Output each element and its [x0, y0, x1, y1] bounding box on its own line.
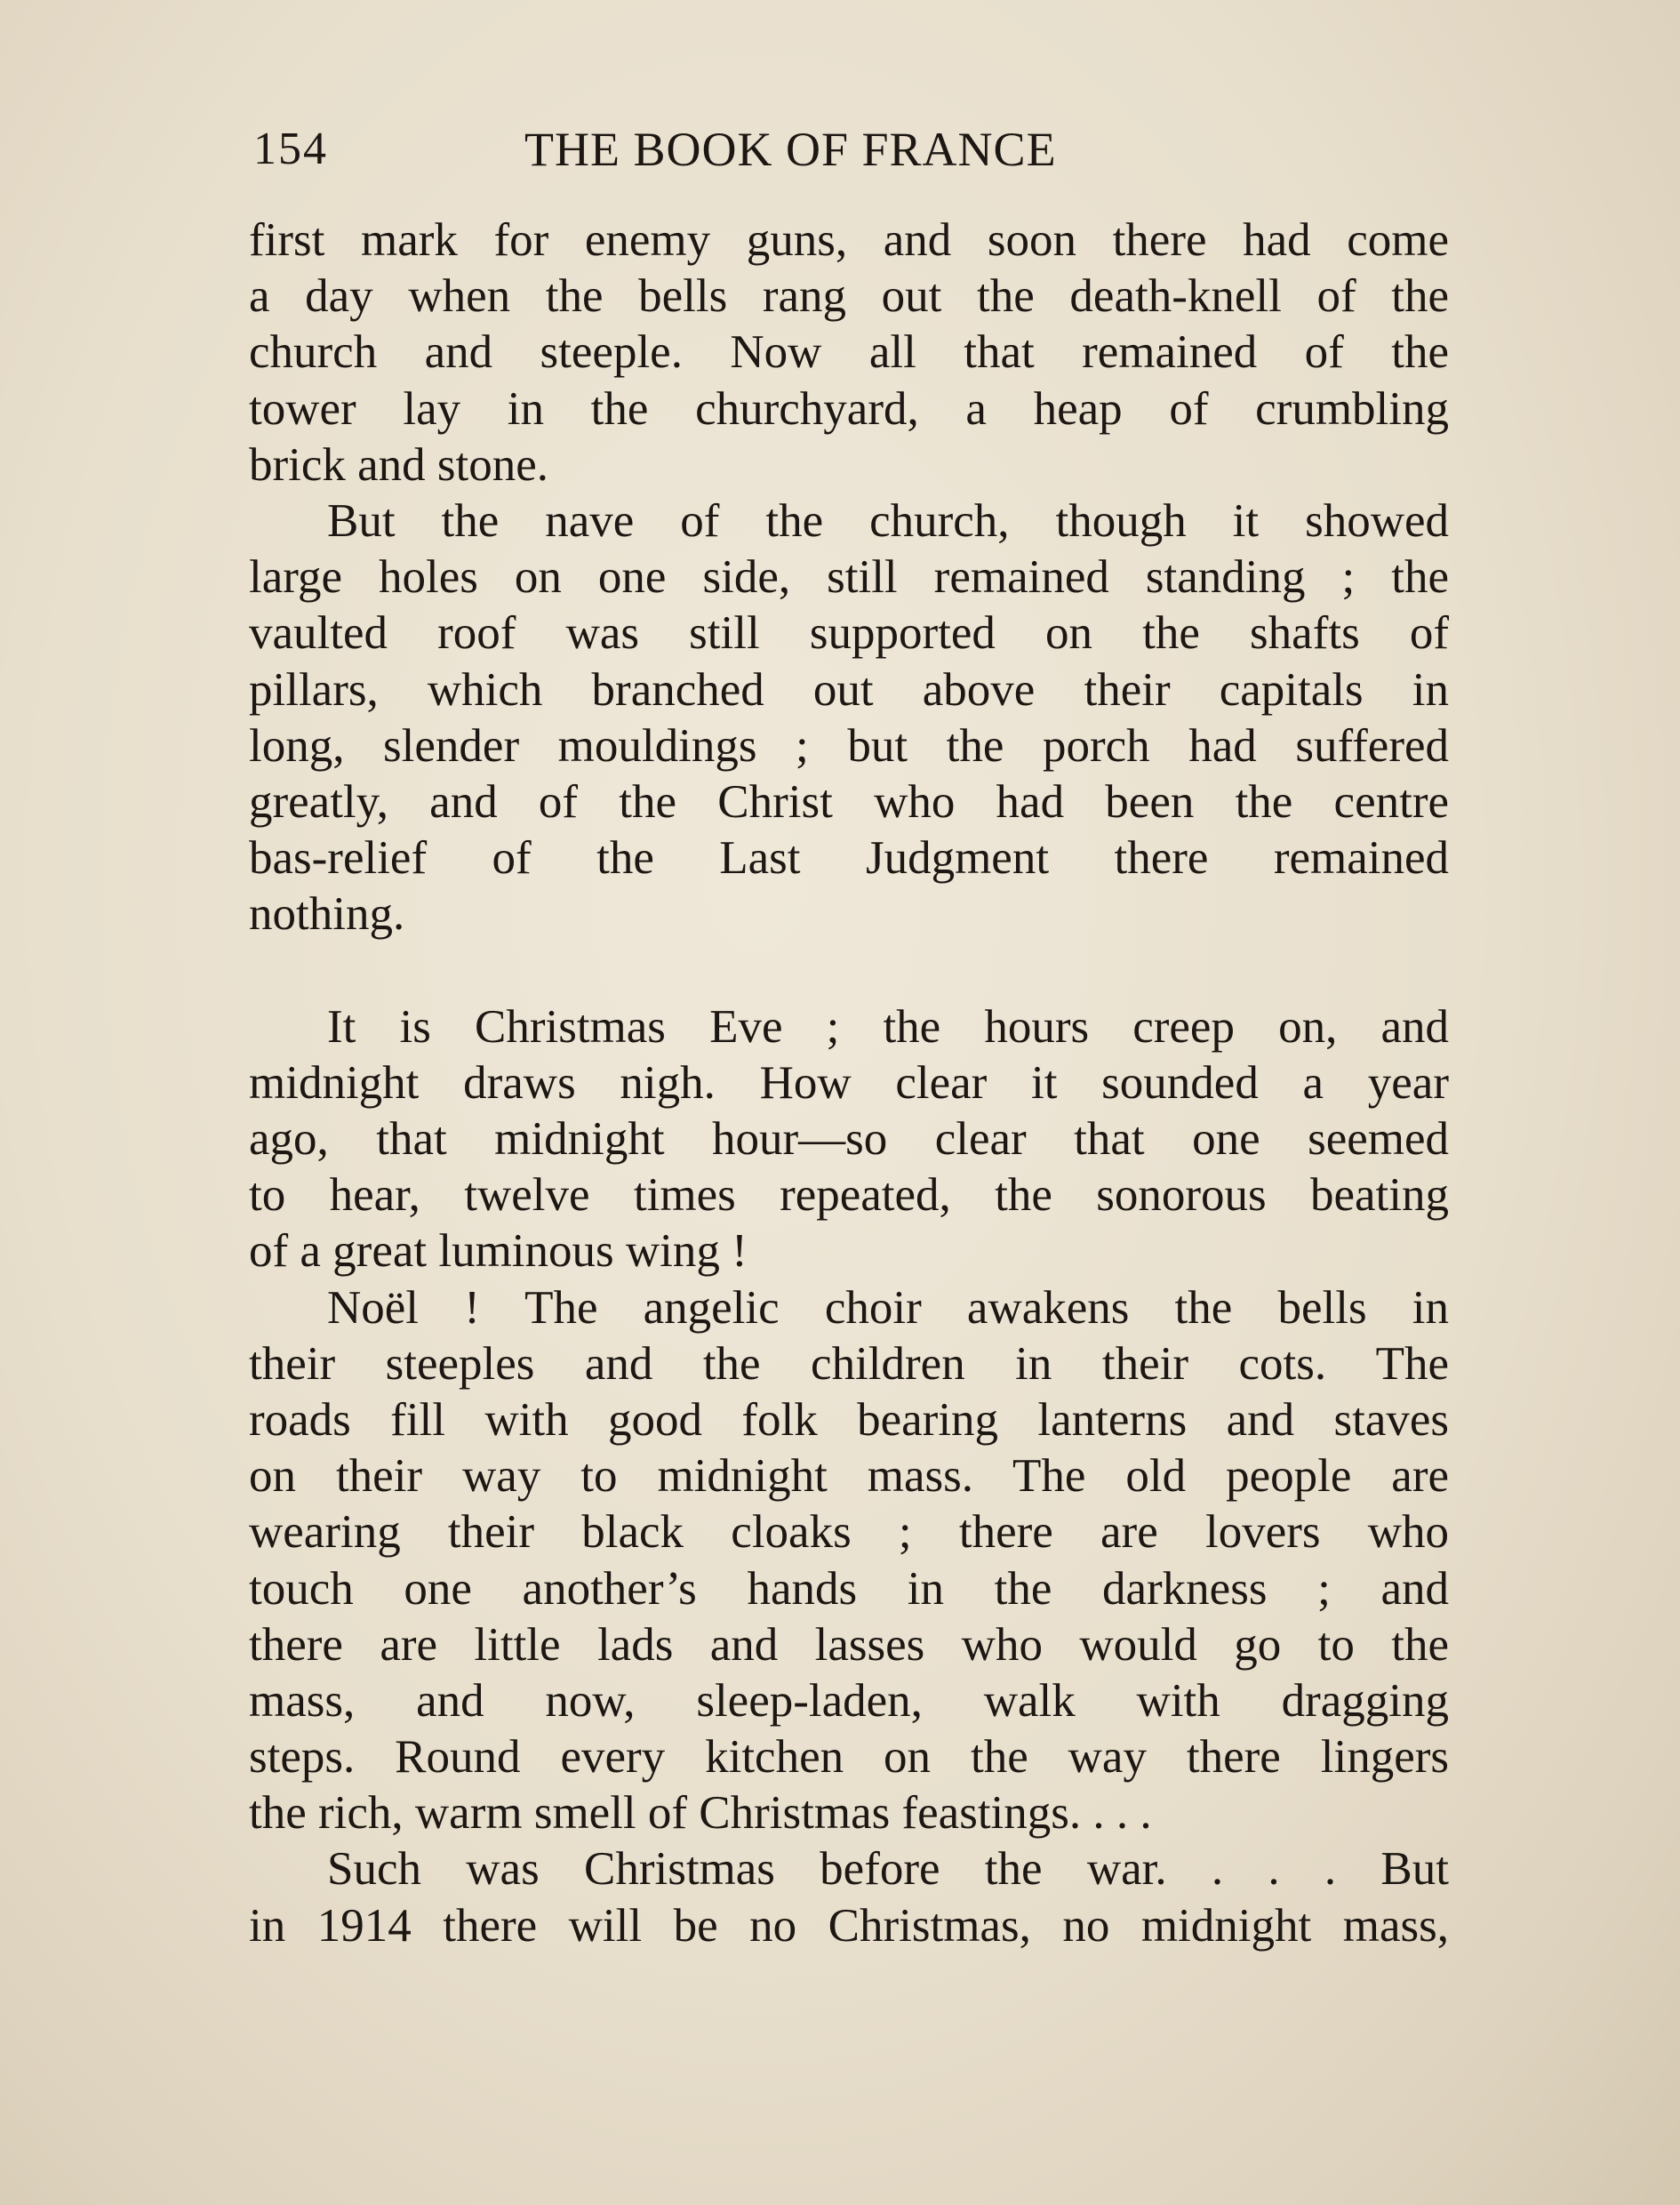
text-line: a day when the bells rang out the death-knell of the [249, 270, 1449, 323]
text-line: of a great luminous wing ! [249, 1225, 748, 1278]
body-text [249, 212, 1449, 1954]
paragraph-noel [249, 1280, 1449, 1842]
text-line: midnight draws nigh. How clear it sounded a year [249, 1056, 1449, 1109]
text-line: first mark for enemy guns, and soon there had come [249, 214, 1449, 266]
text-line: their steeples and the children in their cots. The [249, 1337, 1449, 1390]
text-line: brick and stone. [249, 438, 549, 491]
text-line: Such was Christmas before the war. . . . But [327, 1843, 1449, 1896]
text-line: there are little lads and lasses who would go to the [249, 1618, 1449, 1671]
text-line: Noël ! The angelic choir awakens the bells in [327, 1281, 1449, 1334]
running-title: THE BOOK OF FRANCE [524, 123, 1057, 176]
text-line: ago, that midnight hour—so clear that one seemed [249, 1113, 1449, 1165]
text-line: to hear, twelve times repeated, the sonorous beating [249, 1169, 1449, 1222]
paragraph-before-the-war [249, 1841, 1449, 1953]
section-break [249, 942, 1449, 998]
text-line: vaulted roof was still supported on the shafts of [249, 607, 1449, 660]
text-line: bas-relief of the Last Judgment there remained [249, 832, 1449, 885]
text-line: large holes on one side, still remained standing ; the [249, 551, 1449, 604]
paragraph-christmas-eve [249, 999, 1449, 1280]
text-line: the rich, warm smell of Christmas feastings. . . . [249, 1787, 1152, 1840]
page-header [253, 114, 1182, 185]
text-line: But the nave of the church, though it showed [327, 494, 1449, 547]
text-line: nothing. [249, 888, 405, 941]
text-line: mass, and now, sleep-laden, walk with dragging [249, 1674, 1449, 1727]
paragraph-nave [249, 493, 1449, 943]
text-line: wearing their black cloaks ; there are lovers who [249, 1506, 1449, 1559]
text-line: church and steeple. Now all that remained of the [249, 326, 1449, 379]
text-line: steps. Round every kitchen on the way there lingers [249, 1731, 1449, 1784]
text-line: roads fill with good folk bearing lanterns and staves [249, 1393, 1449, 1446]
text-line: It is Christmas Eve ; the hours creep on, and [327, 1000, 1449, 1053]
page-number: 154 [253, 124, 328, 174]
text-line: touch one another’s hands in the darkness ; and [249, 1562, 1449, 1615]
text-line: in 1914 there will be no Christmas, no midnight mass, [249, 1899, 1449, 1952]
paragraph-continuation [249, 212, 1449, 493]
text-line: pillars, which branched out above their capitals in [249, 663, 1449, 716]
text-line: on their way to midnight mass. The old people are [249, 1450, 1449, 1503]
text-line: long, slender mouldings ; but the porch had suffered [249, 719, 1449, 772]
text-line: greatly, and of the Christ who had been the centre [249, 775, 1449, 828]
text-line: tower lay in the churchyard, a heap of crumbling [249, 382, 1449, 435]
